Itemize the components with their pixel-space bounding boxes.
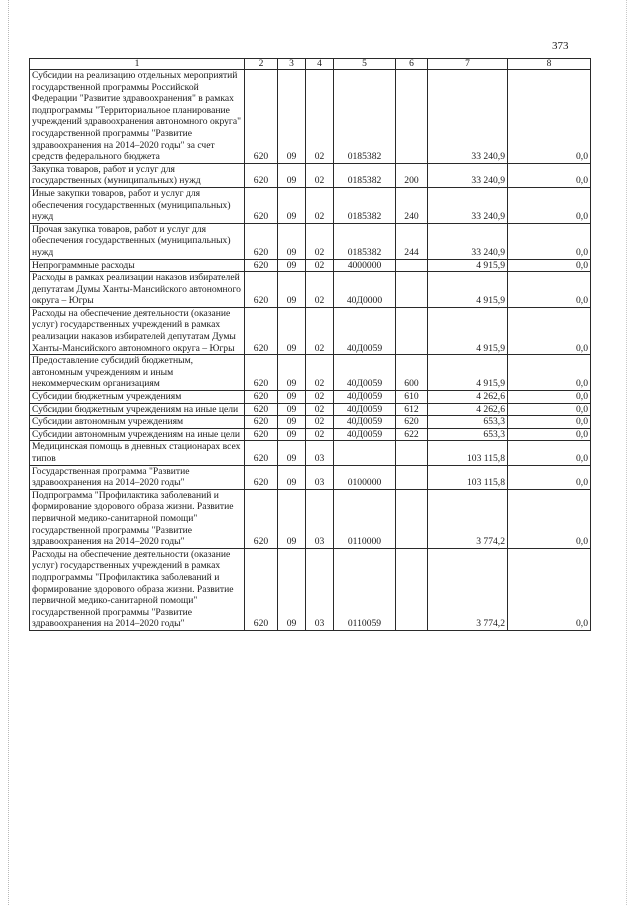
section-code: 09 (278, 355, 306, 391)
target-item-code: 4000000 (334, 259, 396, 272)
section-code: 09 (278, 428, 306, 441)
expense-name: Расходы на обеспечение деятельности (оказание услуг) государственных учреждений в рамках реализации наказов избирателей депутатам Думы Ханты-Мансийского автономного округа – Югры (30, 307, 245, 354)
subsection-code: 03 (306, 465, 334, 489)
table-row (30, 272, 591, 308)
subsection-code: 03 (306, 489, 334, 548)
subsection-code: 02 (306, 355, 334, 391)
amount: 4 915,9 (428, 272, 508, 308)
amount: 653,3 (428, 416, 508, 429)
table-row (30, 355, 591, 391)
amount: 4 262,6 (428, 391, 508, 404)
expense-name: Субсидии бюджетным учреждениям на иные цели (30, 403, 245, 416)
subsection-code: 02 (306, 187, 334, 223)
column-header-1: 1 (30, 59, 245, 70)
expense-type-code (396, 272, 428, 308)
amount: 4 915,9 (428, 259, 508, 272)
subsection-code: 02 (306, 416, 334, 429)
header-row (30, 59, 591, 70)
expense-name: Субсидии автономным учреждениям на иные цели (30, 428, 245, 441)
target-item-code: 0110000 (334, 489, 396, 548)
table-row (30, 391, 591, 404)
expense-name: Непрограммные расходы (30, 259, 245, 272)
table-row (30, 163, 591, 187)
subsection-code: 02 (306, 163, 334, 187)
expense-name: Государственная программа "Развитие здравоохранения на 2014–2020 годы" (30, 465, 245, 489)
table-row (30, 403, 591, 416)
subsection-code: 03 (306, 441, 334, 465)
subsection-code: 03 (306, 548, 334, 630)
amount: 103 115,8 (428, 465, 508, 489)
column-header-8: 8 (508, 59, 591, 70)
expense-name: Иные закупки товаров, работ и услуг для обеспечения государственных (муниципальных) нужд (30, 187, 245, 223)
amount-col8: 0,0 (508, 403, 591, 416)
amount-col8: 0,0 (508, 441, 591, 465)
subsection-code: 02 (306, 272, 334, 308)
section-code: 09 (278, 70, 306, 164)
section-code: 09 (278, 187, 306, 223)
expense-name: Подпрограмма "Профилактика заболеваний и формирование здорового образа жизни. Развитие первичной медико-санитарной помощи" государственной программы "Развитие здравоохранения на 2014–2020 годы" (30, 489, 245, 548)
section-code: 09 (278, 465, 306, 489)
table-row (30, 307, 591, 354)
amount-col8: 0,0 (508, 259, 591, 272)
ministry-code: 620 (245, 70, 278, 164)
table-row (30, 465, 591, 489)
section-code: 09 (278, 403, 306, 416)
ministry-code: 620 (245, 355, 278, 391)
table-row (30, 441, 591, 465)
target-item-code: 40Д0059 (334, 307, 396, 354)
expense-type-code: 600 (396, 355, 428, 391)
amount: 33 240,9 (428, 70, 508, 164)
column-header-4: 4 (306, 59, 334, 70)
expense-type-code: 244 (396, 223, 428, 259)
target-item-code: 0185382 (334, 70, 396, 164)
subsection-code: 02 (306, 259, 334, 272)
ministry-code: 620 (245, 259, 278, 272)
amount-col8: 0,0 (508, 416, 591, 429)
section-code: 09 (278, 441, 306, 465)
expense-name: Субсидии бюджетным учреждениям (30, 391, 245, 404)
table-row (30, 223, 591, 259)
ministry-code: 620 (245, 489, 278, 548)
amount: 4 262,6 (428, 403, 508, 416)
ministry-code: 620 (245, 403, 278, 416)
amount-col8: 0,0 (508, 307, 591, 354)
table-row (30, 259, 591, 272)
amount: 103 115,8 (428, 441, 508, 465)
section-code: 09 (278, 307, 306, 354)
ministry-code: 620 (245, 416, 278, 429)
amount-col8: 0,0 (508, 548, 591, 630)
ministry-code: 620 (245, 187, 278, 223)
ministry-code: 620 (245, 223, 278, 259)
amount: 4 915,9 (428, 355, 508, 391)
target-item-code: 40Д0059 (334, 355, 396, 391)
amount-col8: 0,0 (508, 391, 591, 404)
expense-name: Расходы в рамках реализации наказов избирателей депутатам Думы Ханты-Мансийского автономного округа – Югры (30, 272, 245, 308)
target-item-code (334, 441, 396, 465)
target-item-code: 0185382 (334, 223, 396, 259)
table-row (30, 489, 591, 548)
column-header-3: 3 (278, 59, 306, 70)
ministry-code: 620 (245, 441, 278, 465)
expense-type-code: 200 (396, 163, 428, 187)
expense-name: Прочая закупка товаров, работ и услуг для обеспечения государственных (муниципальных) нужд (30, 223, 245, 259)
expense-type-code (396, 548, 428, 630)
amount-col8: 0,0 (508, 70, 591, 164)
amount: 4 915,9 (428, 307, 508, 354)
section-code: 09 (278, 163, 306, 187)
expense-type-code (396, 70, 428, 164)
section-code: 09 (278, 548, 306, 630)
section-code: 09 (278, 489, 306, 548)
subsection-code: 02 (306, 70, 334, 164)
page-number: 373 (552, 40, 569, 52)
expense-type-code (396, 465, 428, 489)
table-row (30, 187, 591, 223)
section-code: 09 (278, 416, 306, 429)
column-header-6: 6 (396, 59, 428, 70)
expense-name: Субсидии автономным учреждениям (30, 416, 245, 429)
ministry-code: 620 (245, 272, 278, 308)
expense-name: Закупка товаров, работ и услуг для государственных (муниципальных) нужд (30, 163, 245, 187)
subsection-code: 02 (306, 403, 334, 416)
target-item-code: 0110059 (334, 548, 396, 630)
amount-col8: 0,0 (508, 187, 591, 223)
target-item-code: 40Д0059 (334, 391, 396, 404)
target-item-code: 40Д0059 (334, 416, 396, 429)
table-row (30, 70, 591, 164)
column-header-7: 7 (428, 59, 508, 70)
ministry-code: 620 (245, 548, 278, 630)
expense-type-code: 240 (396, 187, 428, 223)
ministry-code: 620 (245, 428, 278, 441)
ministry-code: 620 (245, 465, 278, 489)
amount: 3 774,2 (428, 548, 508, 630)
subsection-code: 02 (306, 428, 334, 441)
expense-type-code (396, 441, 428, 465)
ministry-code: 620 (245, 163, 278, 187)
binding-edge (8, 0, 10, 905)
column-header-5: 5 (334, 59, 396, 70)
amount: 33 240,9 (428, 163, 508, 187)
subsection-code: 02 (306, 223, 334, 259)
expense-type-code: 622 (396, 428, 428, 441)
budget-table (29, 58, 591, 631)
amount: 3 774,2 (428, 489, 508, 548)
amount-col8: 0,0 (508, 489, 591, 548)
table-row (30, 416, 591, 429)
expense-type-code: 612 (396, 403, 428, 416)
amount: 33 240,9 (428, 187, 508, 223)
expense-name: Медицинская помощь в дневных стационарах всех типов (30, 441, 245, 465)
expense-type-code (396, 307, 428, 354)
section-code: 09 (278, 272, 306, 308)
amount-col8: 0,0 (508, 465, 591, 489)
section-code: 09 (278, 223, 306, 259)
amount: 33 240,9 (428, 223, 508, 259)
amount-col8: 0,0 (508, 428, 591, 441)
amount: 653,3 (428, 428, 508, 441)
target-item-code: 0185382 (334, 187, 396, 223)
subsection-code: 02 (306, 391, 334, 404)
scan-edge (626, 0, 628, 905)
target-item-code: 0185382 (334, 163, 396, 187)
ministry-code: 620 (245, 391, 278, 404)
target-item-code: 40Д0059 (334, 428, 396, 441)
table-row (30, 548, 591, 630)
target-item-code: 40Д0000 (334, 272, 396, 308)
expense-type-code: 620 (396, 416, 428, 429)
target-item-code: 0100000 (334, 465, 396, 489)
expense-name: Предоставление субсидий бюджетным, автономным учреждениям и иным некоммерческим организациям (30, 355, 245, 391)
section-code: 09 (278, 259, 306, 272)
subsection-code: 02 (306, 307, 334, 354)
section-code: 09 (278, 391, 306, 404)
target-item-code: 40Д0059 (334, 403, 396, 416)
expense-name: Субсидии на реализацию отдельных мероприятий государственной программы Российской Федерации "Развитие здравоохранения" в рамках подпрограммы "Территориальное планирование учреждений здравоохранения автономного округа" государственной программы "Развитие здравоохранения на 2014–2020 годы" за счет средств федерального бюджета (30, 70, 245, 164)
amount-col8: 0,0 (508, 355, 591, 391)
amount-col8: 0,0 (508, 163, 591, 187)
expense-type-code (396, 259, 428, 272)
table-row (30, 428, 591, 441)
column-header-2: 2 (245, 59, 278, 70)
amount-col8: 0,0 (508, 272, 591, 308)
expense-type-code: 610 (396, 391, 428, 404)
expense-name: Расходы на обеспечение деятельности (оказание услуг) государственных учреждений в рамках подпрограммы "Профилактика заболеваний и формирование здорового образа жизни. Развитие первичной медико-санитарной помощи" государственной программы "Развитие здравоохранения на 2014–2020 годы" (30, 548, 245, 630)
amount-col8: 0,0 (508, 223, 591, 259)
expense-type-code (396, 489, 428, 548)
ministry-code: 620 (245, 307, 278, 354)
